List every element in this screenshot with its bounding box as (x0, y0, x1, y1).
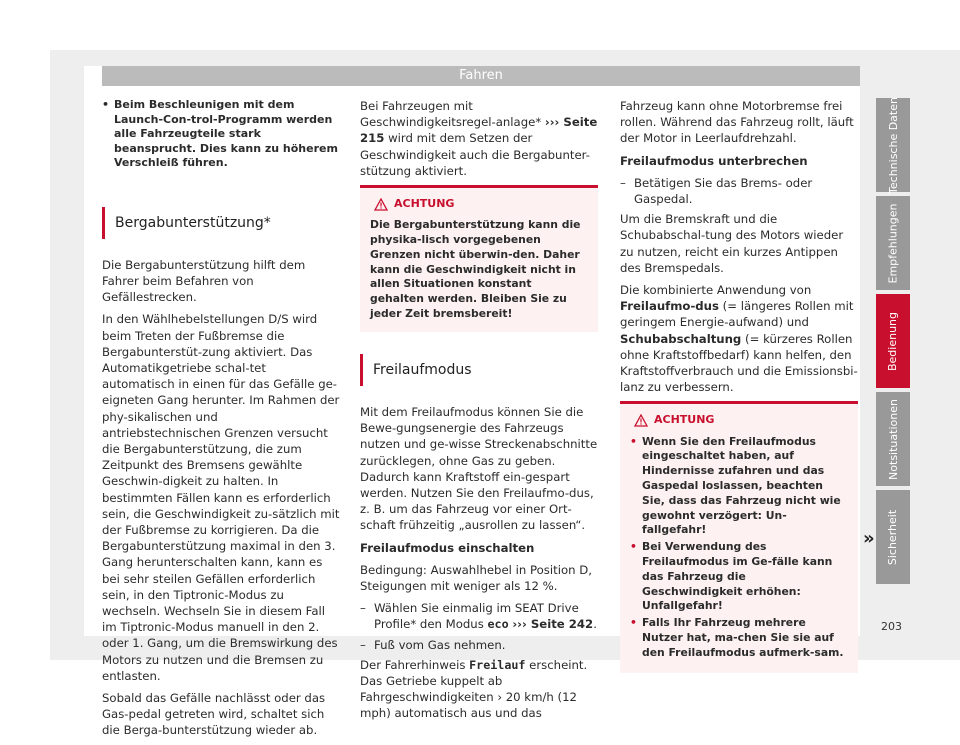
bullet-icon: • (630, 540, 637, 554)
warning-triangle-icon (634, 414, 648, 427)
continue-arrow-icon: » (863, 528, 875, 549)
page-reference-link[interactable]: ››› Seite 215 (360, 115, 598, 146)
section-title-bergab: Bergabunterstützung* (102, 207, 340, 239)
warning-text: Die Bergabunterstützung kann die physika-lisch vorgegebenen Grenzen nicht überwin-den. Daher kann die Geschwindigkeit nicht in allen Situationen konstant gehalten werden. Bleiben Sie zu jeder Zeit bremsbereit! (370, 218, 581, 320)
warning-box (360, 185, 598, 332)
column-1 (102, 98, 340, 745)
tab-empfehlungen[interactable]: Empfehlungen (876, 196, 910, 290)
warning-triangle-icon (374, 198, 388, 211)
list-item: – Fuß vom Gas nehmen. (360, 637, 506, 652)
launch-control-warning: • Beim Beschleunigen mit dem Launch-Con-trol-Programm werden alle Fahrzeugteile stark beansprucht. Dies kann zu höherem Verschleiß führen. (102, 98, 338, 169)
page-header: Fahren (102, 66, 860, 86)
bullet-icon: • (630, 616, 637, 630)
paragraph: Bedingung: Auswahlhebel in Position D, Steigungen mit weniger als 12 %. (360, 562, 592, 594)
warning-header: ACHTUNG (370, 196, 588, 212)
paragraph: Bei Fahrzeugen mit Geschwindigkeitsregel-anlage* ››› Seite 215 wird mit dem Setzen der Geschwindigkeit auch die Bergabunter-stützung aktiviert. (360, 99, 598, 178)
paragraph: Sobald das Gefälle nachlässt oder das Gas-pedal getreten wird, schaltet sich die Berga-bunterstützung wieder ab. (102, 690, 326, 738)
warning-item: • Wenn Sie den Freilaufmodus eingeschaltet haben, auf Hindernisse zufahren und das Gaspedal loslassen, beachten Sie, dass das Fahrzeug nicht wie gewohnt verzögert: Un-fallgefahr! (630, 434, 841, 537)
paragraph: Der Fahrerhinweis Freilauf erscheint. Das Getriebe kuppelt ab Fahrgeschwindigkeiten › 20 km/h (12 mph) automatisch aus und das (360, 657, 588, 721)
list-item: – Wählen Sie einmalig im SEAT Drive Profile* den Modus eco ››› Seite 242. (360, 601, 597, 632)
page-reference-link[interactable]: ››› Seite 242 (512, 617, 594, 632)
warning-item: • Bei Verwendung des Freilaufmodus im Ge-fälle kann das Fahrzeug die Geschwindigkeit erhöhen: Unfallgefahr! (630, 540, 833, 613)
warning-box (620, 401, 858, 672)
page-number: 203 (881, 620, 902, 633)
tab-technische-daten[interactable]: Technische Daten (876, 98, 910, 192)
bullet-icon: • (630, 434, 637, 448)
paragraph: Die kombinierte Anwendung von Freilaufmo-dus (= längeres Rollen mit geringem Energie-aufwand) und Schubabschaltung (= kürzeres Rollen ohne Kraftstoffbedarf) kann helfen, den Kraftstoffverbrauch und die Emissionsbi-lanz zu verbessern. (620, 283, 858, 395)
sub-heading: Freilaufmodus unterbrechen (620, 153, 808, 168)
column-2 (360, 98, 598, 728)
warning-list (630, 435, 848, 661)
tab-notsituationen[interactable]: Notsituationen (876, 392, 910, 486)
column-3 (620, 98, 858, 695)
paragraph: Mit dem Freilaufmodus können Sie die Bewe-gungsenergie des Fahrzeugs nutzen und ge-wisse Streckenabschnitte zurücklegen, ohne Gas zu geben. Dadurch kann Kraftstoff ein-gespart werden. Nutzen Sie den Freilaufmo-dus, z. B. um das Fahrzeug vor einer Ort-schaft frühzeitig „ausrollen zu lassen“. (360, 405, 598, 533)
paragraph: Um die Bremskraft und die Schubabschal-tung des Motors wieder zu nutzen, reicht ein kurzes Antippen des Bremspedals. (620, 212, 844, 275)
list-item: – Betätigen Sie das Brems- oder Gaspedal. (620, 175, 813, 207)
paragraph: Die Bergabunterstützung hilft dem Fahrer beim Befahren von Gefällestrecken. (102, 257, 306, 305)
paragraph: In den Wählhebelstellungen D/S wird beim Treten der Fußbremse die Bergabunterstüt-zung aktiviert. Das Automatikgetriebe schal-tet automatisch in einen für das Gefälle ge-eigneten Gang herunter. Im Rahmen der phy-sikalischen und antriebstechnischen Grenzen versucht die Bergabunterstützung, die zum Zeitpunkt des Bremsens gewählte Geschwin-digkeit zu halten. In bestimmten Fällen kann es erforderlich sein, die Geschwindigkeit zu-sätzlich mit der Fußbremse zu korrigieren. Da die Bergabunterstützung maximal in den 3. Gang herunterschalten kann, kann es bei sehr steilen Gefällen erforderlich sein, in den Tiptronic-Modus zu wechseln. Wechseln Sie in diesem Fall im Tiptronic-Modus manuell in den 2. oder 1. Gang, um die Bremswirkung des Motors zu nutzen und die Bremsen zu entlasten. (102, 312, 340, 683)
tab-sicherheit[interactable]: Sicherheit (876, 490, 910, 584)
section-title-freilauf: Freilaufmodus (360, 354, 598, 386)
warning-header: ACHTUNG (630, 412, 848, 428)
tab-bedienung[interactable]: Bedienung (876, 294, 910, 388)
warning-item: • Falls Ihr Fahrzeug mehrere Nutzer hat, ma-chen Sie sie auf den Freilaufmodus aufmerk-sam. (630, 616, 844, 659)
eco-mode-label: eco (487, 617, 509, 632)
paragraph: Fahrzeug kann ohne Motorbremse frei rollen. Während das Fahrzeug rollt, läuft der Motor in Leerlaufdrehzahl. (620, 99, 854, 146)
sub-heading: Freilaufmodus einschalten (360, 540, 535, 555)
display-message: Freilauf (469, 657, 526, 672)
bullet-icon: • (102, 98, 110, 111)
